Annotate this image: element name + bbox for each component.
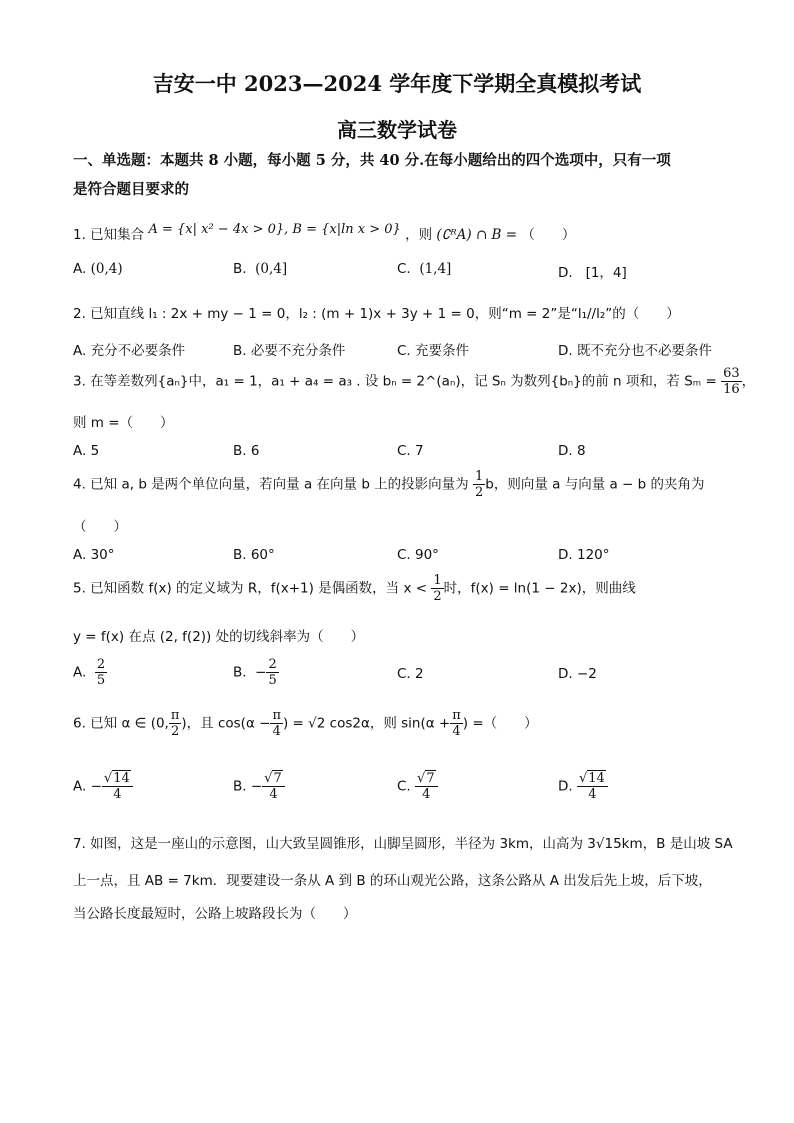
question-5-line2: y = f(x) 在点 (2, f(2)) 处的切线斜率为（ ） bbox=[73, 629, 365, 645]
q1-mid: ，则 bbox=[405, 227, 433, 243]
q1-prefix: 1. 已知集合 bbox=[73, 227, 145, 243]
question-4: 4. 已知 a, b 是两个单位向量，若向量 a 在向量 b 上的投影向量为 $\frac{1}{2}$ b，则向量 a 与向量 a − b 的夹角为 bbox=[73, 469, 705, 500]
question-2: 2. 已知直线 l₁ : 2x + my − 1 = 0，l₂ : (m + 1)x + 3y + 1 = 0，则“m = 2”是“l₁//l₂”的（ ） bbox=[73, 306, 680, 322]
q6-frac-pi-4b: $\frac{\pi}{4}$ bbox=[452, 708, 461, 739]
q3-fraction: $\frac{63}{16}$ bbox=[723, 366, 740, 397]
q1-option-b[interactable]: B. (0,4] bbox=[233, 261, 288, 277]
q6-option-d[interactable]: D. $\frac{√14}{4}$ bbox=[558, 771, 608, 802]
q6-option-a[interactable]: A. − $\frac{√14}{4}$ bbox=[73, 771, 133, 802]
q6-frac-pi-4a: $\frac{\pi}{4}$ bbox=[272, 708, 281, 739]
q2-option-d[interactable]: D. 既不充分也不必要条件 bbox=[558, 343, 712, 359]
question-6: 6. 已知 α ∈ (0, $\frac{\pi}{2}$ )，且 cos(α − $\frac{\pi}{4}$ ) = √2 cos2α，则 sin(α + $\frac{\pi}{4}$ ) =（ ） bbox=[73, 708, 538, 739]
section-heading-line2: 是符合题目要求的 bbox=[73, 181, 189, 198]
q2-option-a[interactable]: A. 充分不必要条件 bbox=[73, 343, 186, 359]
q3-option-b[interactable]: B. 6 bbox=[233, 443, 260, 459]
question-3: 3. 在等差数列{aₙ}中，a₁ = 1，a₁ + a₄ = a₃ . 设 bₙ = 2^(aₙ)，记 Sₙ 为数列{bₙ}的前 n 项和，若 Sₘ = $\frac{63}{16}$ ， bbox=[73, 366, 756, 397]
exam-subtitle: 高三数学试卷 bbox=[337, 118, 457, 142]
section-heading-line1: 一、单选题：本题共 8 小题，每小题 5 分，共 40 分.在每小题给出的四个选项中，只有一项 bbox=[73, 152, 671, 169]
q5-fraction: $\frac{1}{2}$ bbox=[433, 573, 442, 604]
q3-option-c[interactable]: C. 7 bbox=[397, 443, 424, 459]
q5-option-d[interactable]: D. −2 bbox=[558, 666, 597, 682]
question-5: 5. 已知函数 f(x) 的定义域为 R，f(x+1) 是偶函数，当 x < $\frac{1}{2}$ 时，f(x) = ln(1 − 2x)，则曲线 bbox=[73, 573, 636, 604]
q1-blank: （ ） bbox=[521, 227, 576, 243]
q5-option-a[interactable]: A. $\frac{2}{5}$ bbox=[73, 657, 106, 688]
question-7-line2: 上一点，且 AB = 7km．现要建设一条从 A 到 B 的环山观光公路，这条公路从 A 出发后先上坡，后下坡， bbox=[73, 873, 712, 889]
q1-expression: (∁ᴿA) ∩ B = bbox=[436, 227, 518, 243]
q1-option-c[interactable]: C. (1,4] bbox=[397, 261, 452, 277]
q6-frac-pi-2: $\frac{\pi}{2}$ bbox=[170, 708, 180, 739]
q3-option-d[interactable]: D. 8 bbox=[558, 443, 586, 459]
q5-option-c[interactable]: C. 2 bbox=[397, 666, 424, 682]
q1-option-d[interactable]: D. [1，4] bbox=[558, 265, 627, 281]
q6-option-b[interactable]: B. − $\frac{√7}{4}$ bbox=[233, 771, 285, 802]
question-7-line1: 7. 如图，这是一座山的示意图，山大致呈圆锥形，山脚呈圆形，半径为 3km，山高为 3√15km，B 是山坡 SA bbox=[73, 836, 733, 852]
q5-text: 5. 已知函数 f(x) 的定义域为 R，f(x+1) 是偶函数，当 x < bbox=[73, 580, 428, 597]
q4-option-c[interactable]: C. 90° bbox=[397, 547, 439, 563]
q5-option-b[interactable]: B. − $\frac{2}{5}$ bbox=[233, 657, 277, 688]
q2-option-c[interactable]: C. 充要条件 bbox=[397, 343, 470, 359]
question-7-line3: 当公路长度最短时，公路上坡路段长为（ ） bbox=[73, 906, 357, 922]
q4-text: 4. 已知 a, b 是两个单位向量，若向量 a 在向量 b 上的投影向量为 bbox=[73, 476, 469, 493]
question-1 bbox=[73, 222, 733, 243]
exam-title: 吉安一中 2023—2024 学年度下学期全真模拟考试 bbox=[152, 71, 642, 96]
question-3-line2: 则 m =（ ） bbox=[73, 415, 174, 431]
q4-option-d[interactable]: D. 120° bbox=[558, 547, 610, 563]
q4-option-a[interactable]: A. 30° bbox=[73, 547, 115, 563]
q6-option-c[interactable]: C. $\frac{√7}{4}$ bbox=[397, 771, 438, 802]
q1-option-a[interactable]: A. (0,4) bbox=[73, 261, 123, 277]
q3-text: 3. 在等差数列{aₙ}中，a₁ = 1，a₁ + a₄ = a₃ . 设 bₙ = 2^(aₙ)，记 Sₙ 为数列{bₙ}的前 n 项和，若 Sₘ = bbox=[73, 373, 717, 390]
q4-fraction: $\frac{1}{2}$ bbox=[474, 469, 484, 500]
question-4-line2: （ ） bbox=[73, 519, 127, 535]
q3-option-a[interactable]: A. 5 bbox=[73, 443, 100, 459]
section-heading bbox=[73, 146, 733, 204]
q2-option-b[interactable]: B. 必要不充分条件 bbox=[233, 343, 346, 359]
q4-option-b[interactable]: B. 60° bbox=[233, 547, 275, 563]
q1-sets: A = {x| x² − 4x > 0}, B = {x|ln x > 0} bbox=[148, 222, 401, 237]
